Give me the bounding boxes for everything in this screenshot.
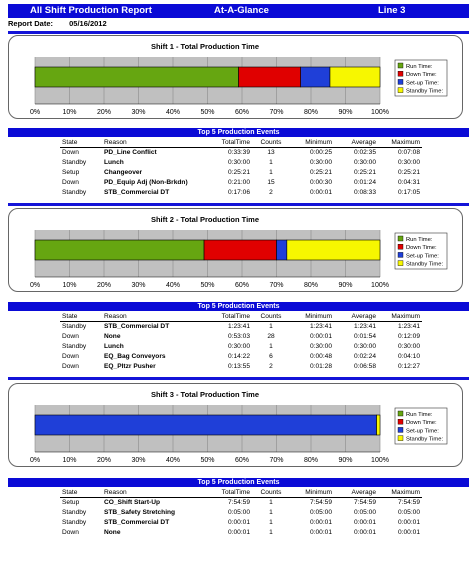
table-cell: 0:00:01 (310, 188, 332, 196)
legend-swatch (398, 427, 403, 432)
legend-label: Standby Time: (406, 88, 444, 95)
table-cell: Down (62, 148, 79, 156)
table-cell: 0:30:00 (228, 158, 250, 166)
events-header-shift-2: Top 5 Production Events (8, 302, 469, 311)
table-cell: 0:01:54 (354, 332, 376, 340)
x-tick-label: 80% (303, 109, 319, 116)
x-tick-label: 90% (338, 109, 353, 116)
report-title-bar (8, 4, 469, 18)
table-cell: 0:05:00 (310, 508, 332, 516)
table-cell: Standby (62, 188, 87, 196)
legend-label: Set-up Time: (406, 428, 439, 435)
x-tick-label: 20% (96, 457, 112, 464)
table-cell: 1:23:41 (398, 322, 420, 330)
x-tick-label: 50% (200, 457, 215, 464)
table-cell: 0:02:24 (354, 352, 376, 360)
x-tick-label: 50% (200, 282, 215, 289)
table-cell: Down (62, 352, 79, 360)
table-cell: 1 (269, 528, 273, 536)
x-tick-label: 20% (96, 109, 112, 116)
table-cell: Standby (62, 342, 87, 350)
table-cell: 0:30:00 (354, 342, 376, 350)
table-cell: 0:00:01 (398, 518, 420, 526)
table-cell: 0:07:08 (398, 148, 420, 156)
legend-label: Set-up Time: (406, 80, 439, 87)
bar-segment-setuptime (277, 240, 287, 260)
table-row (60, 351, 422, 361)
x-tick-label: 80% (303, 282, 319, 289)
x-tick-label: 70% (269, 457, 284, 464)
table-cell: 1 (269, 322, 273, 330)
table-cell: 0:00:01 (354, 528, 376, 536)
table-row (60, 361, 422, 371)
table-cell: 0:00:01 (310, 518, 332, 526)
table-cell: STB_Safety Stretching (104, 508, 176, 516)
table-row (60, 177, 422, 187)
x-tick-label: 90% (338, 282, 353, 289)
table-row (60, 497, 422, 507)
table-row (60, 167, 422, 177)
x-tick-label: 60% (234, 282, 250, 289)
table-cell: 1 (269, 498, 273, 506)
table-row (60, 517, 422, 527)
legend-swatch (398, 252, 403, 257)
table-cell: 0:05:00 (354, 508, 376, 516)
legend-label: Run Time: (406, 412, 433, 418)
column-header: Reason (102, 488, 202, 497)
table-cell: 7:54:59 (398, 498, 420, 506)
table-cell: 13 (267, 148, 275, 156)
legend-swatch (398, 79, 403, 84)
x-tick-label: 80% (303, 457, 319, 464)
section-divider (8, 31, 469, 34)
table-cell: 0:30:00 (310, 342, 332, 350)
table-cell: 0:00:25 (310, 148, 332, 156)
events-table-shift-2 (60, 312, 422, 371)
table-row (60, 527, 422, 537)
x-tick-label: 60% (234, 457, 250, 464)
shift-1-chart-svg (9, 36, 464, 120)
column-header: State (60, 488, 102, 497)
column-header: Minimum (290, 312, 334, 321)
x-tick-label: 70% (269, 282, 284, 289)
table-cell: 1 (269, 158, 273, 166)
x-tick-label: 30% (131, 109, 146, 116)
table-cell: 0:00:01 (228, 528, 250, 536)
column-header: TotalTime (202, 312, 252, 321)
table-cell: 0:17:05 (398, 188, 420, 196)
x-tick-label: 20% (96, 282, 112, 289)
bar-segment-runtime (35, 240, 204, 260)
table-cell: STB_Commercial DT (104, 188, 170, 196)
table-cell: 2 (269, 362, 273, 370)
table-cell: 0:05:00 (228, 508, 250, 516)
table-cell: 0:00:01 (310, 332, 332, 340)
table-cell: 0:12:27 (398, 362, 420, 370)
table-cell: 0:02:35 (354, 148, 376, 156)
x-tick-label: 10% (62, 282, 77, 289)
line-label: Line 3 (378, 5, 406, 16)
chart-title: Shift 3 - Total Production Time (150, 390, 260, 399)
table-cell: Down (62, 332, 79, 340)
legend-label: Standby Time: (406, 436, 444, 443)
x-tick-label: 90% (338, 457, 353, 464)
table-cell: 1 (269, 518, 273, 526)
table-cell: Changeover (104, 168, 143, 176)
column-header: Counts (252, 488, 290, 497)
table-row (60, 341, 422, 351)
table-cell: 0:13:55 (228, 362, 250, 370)
x-tick-label: 10% (62, 109, 77, 116)
legend-label: Down Time: (406, 420, 437, 427)
table-cell: 1:23:41 (354, 322, 376, 330)
table-cell: 7:54:59 (310, 498, 332, 506)
column-header: Maximum (378, 488, 422, 497)
legend-swatch (398, 261, 403, 266)
table-cell: 7:54:59 (228, 498, 250, 506)
legend-label: Down Time: (406, 72, 437, 79)
bar-segment-runtime (35, 67, 239, 87)
table-cell: 0:25:21 (354, 168, 376, 176)
column-header: Average (334, 312, 378, 321)
table-cell: 28 (267, 332, 275, 340)
table-cell: 0:04:31 (398, 178, 420, 186)
table-cell: 0:30:00 (354, 158, 376, 166)
x-tick-label: 100% (371, 457, 389, 464)
table-cell: 0:00:48 (310, 352, 332, 360)
x-tick-label: 100% (371, 282, 389, 289)
table-cell: PD_Line Conflict (104, 148, 157, 156)
x-tick-label: 0% (29, 282, 41, 289)
table-cell: Lunch (104, 342, 124, 350)
table-cell: EQ_Bag Conveyors (104, 352, 166, 360)
table-cell: 0:00:01 (398, 528, 420, 536)
table-cell: 1 (269, 168, 273, 176)
column-header: TotalTime (202, 138, 252, 147)
chart-title: Shift 2 - Total Production Time (150, 215, 260, 224)
report-subtitle: At-A-Glance (214, 5, 269, 16)
table-cell: 0:33:39 (228, 148, 250, 156)
bar-segment-setuptime (301, 67, 330, 87)
shift-1-chart (8, 35, 463, 119)
table-cell: 1:23:41 (228, 322, 250, 330)
column-header: Counts (252, 312, 290, 321)
x-tick-label: 100% (371, 109, 389, 116)
report-date-label: Report Date: (8, 19, 54, 28)
table-cell: Lunch (104, 158, 124, 166)
table-cell: 0:00:01 (310, 528, 332, 536)
table-cell: 1 (269, 508, 273, 516)
legend-swatch (398, 419, 403, 424)
x-tick-label: 40% (165, 109, 181, 116)
table-cell: 0:30:00 (398, 158, 420, 166)
table-cell: 0:06:58 (354, 362, 376, 370)
table-cell: 2 (269, 188, 273, 196)
column-header: Minimum (290, 138, 334, 147)
table-cell: 0:00:30 (310, 178, 332, 186)
table-row (60, 157, 422, 167)
table-cell: 0:12:09 (398, 332, 420, 340)
table-cell: 0:01:28 (310, 362, 332, 370)
table-cell: 0:04:10 (398, 352, 420, 360)
column-header: Average (334, 138, 378, 147)
x-tick-label: 30% (131, 282, 146, 289)
table-cell: Standby (62, 518, 87, 526)
bar-segment-standbytime (287, 240, 380, 260)
table-cell: 0:30:00 (310, 158, 332, 166)
table-cell: Down (62, 362, 79, 370)
events-table-shift-1 (60, 138, 422, 197)
bar-segment-setuptime (35, 415, 377, 435)
bar-segment-standbytime (330, 67, 380, 87)
legend-swatch (398, 88, 403, 93)
x-tick-label: 70% (269, 109, 284, 116)
column-header: State (60, 138, 102, 147)
table-cell: 0:00:01 (354, 518, 376, 526)
table-cell: 6 (269, 352, 273, 360)
x-tick-label: 40% (165, 457, 181, 464)
table-cell: EQ_Pltzr Pusher (104, 362, 156, 370)
table-cell: Setup (62, 498, 80, 506)
table-cell: Down (62, 528, 79, 536)
shift-2-chart (8, 208, 463, 292)
column-header: Average (334, 488, 378, 497)
chart-title: Shift 1 - Total Production Time (150, 42, 260, 51)
legend-label: Run Time: (406, 237, 433, 243)
legend-swatch (398, 63, 403, 68)
table-cell: Down (62, 178, 79, 186)
table-cell: STB_Commercial DT (104, 322, 170, 330)
shift-3-chart-svg (9, 384, 464, 468)
table-cell: 0:00:01 (228, 518, 250, 526)
table-cell: 0:25:21 (310, 168, 332, 176)
table-cell: 0:01:24 (354, 178, 376, 186)
legend-label: Run Time: (406, 64, 433, 70)
shift-3-chart (8, 383, 463, 467)
table-cell: 1:23:41 (310, 322, 332, 330)
table-cell: 0:21:00 (228, 178, 250, 186)
report-date-value: 05/16/2012 (69, 19, 107, 28)
x-tick-label: 10% (62, 457, 77, 464)
column-header: Reason (102, 138, 202, 147)
bar-segment-downtime (239, 67, 301, 87)
table-cell: Standby (62, 508, 87, 516)
table-cell: None (104, 332, 121, 340)
x-tick-label: 0% (29, 109, 41, 116)
table-cell: 0:25:21 (228, 168, 250, 176)
x-tick-label: 50% (200, 109, 215, 116)
legend-label: Standby Time: (406, 261, 444, 268)
events-header-shift-1: Top 5 Production Events (8, 128, 469, 137)
table-cell: 0:17:06 (228, 188, 250, 196)
legend-swatch (398, 411, 403, 416)
column-header: Maximum (378, 312, 422, 321)
table-cell: 7:54:59 (354, 498, 376, 506)
report-title: All Shift Production Report (30, 5, 152, 16)
column-header: Maximum (378, 138, 422, 147)
table-cell: PD_Equip Adj (Non-Brkdn) (104, 178, 188, 186)
events-table-shift-3 (60, 488, 422, 537)
shift-2-chart-svg (9, 209, 464, 293)
section-divider (8, 377, 469, 380)
table-cell: 0:30:00 (228, 342, 250, 350)
table-cell: 15 (267, 178, 275, 186)
legend-swatch (398, 236, 403, 241)
column-header: Minimum (290, 488, 334, 497)
legend-label: Down Time: (406, 245, 437, 252)
table-cell: STB_Commercial DT (104, 518, 170, 526)
table-row (60, 321, 422, 331)
table-cell: 0:14:22 (228, 352, 250, 360)
x-tick-label: 40% (165, 282, 181, 289)
report-date-row (8, 19, 121, 28)
table-cell: CO_Shift Start-Up (104, 498, 161, 506)
legend-swatch (398, 436, 403, 441)
table-row (60, 507, 422, 517)
table-row (60, 187, 422, 197)
bar-segment-downtime (204, 240, 276, 260)
table-cell: Standby (62, 158, 87, 166)
column-header: TotalTime (202, 488, 252, 497)
column-header: Counts (252, 138, 290, 147)
legend-swatch (398, 71, 403, 76)
table-cell: Standby (62, 322, 87, 330)
table-cell: None (104, 528, 121, 536)
column-header: State (60, 312, 102, 321)
bar-segment-standbytime (377, 415, 380, 435)
table-cell: Setup (62, 168, 80, 176)
table-cell: 0:25:21 (398, 168, 420, 176)
x-tick-label: 60% (234, 109, 250, 116)
table-row (60, 147, 422, 157)
legend-swatch (398, 244, 403, 249)
legend-label: Set-up Time: (406, 253, 439, 260)
table-cell: 0:30:00 (398, 342, 420, 350)
x-tick-label: 30% (131, 457, 146, 464)
x-tick-label: 0% (29, 457, 41, 464)
table-cell: 0:08:33 (354, 188, 376, 196)
table-row (60, 331, 422, 341)
events-header-shift-3: Top 5 Production Events (8, 478, 469, 487)
column-header: Reason (102, 312, 202, 321)
table-cell: 0:05:00 (398, 508, 420, 516)
section-divider (8, 203, 469, 206)
table-cell: 0:53:03 (228, 332, 250, 340)
table-cell: 1 (269, 342, 273, 350)
